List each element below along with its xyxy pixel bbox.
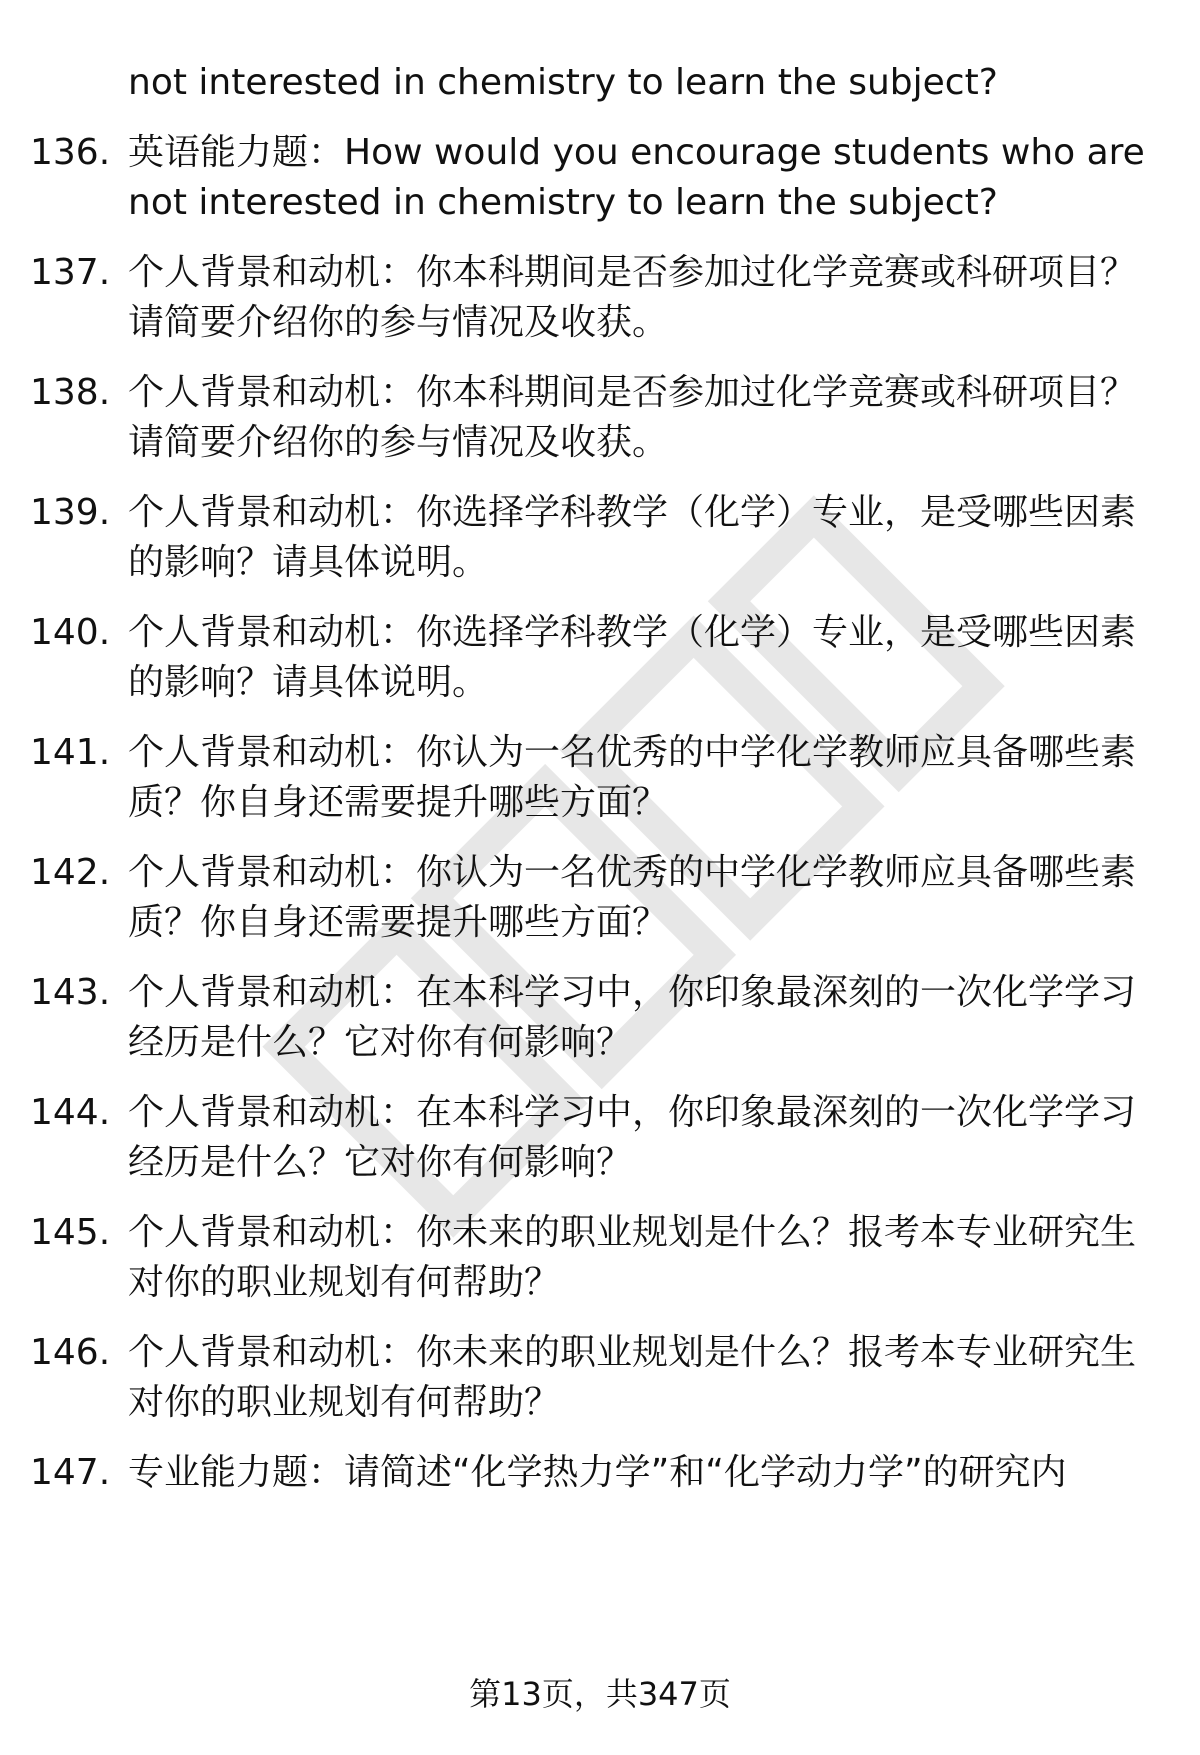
question-line: 个人背景和动机：你未来的职业规划是什么？报考本专业研究生: [128, 1212, 1137, 1253]
question-number: 147.: [30, 1452, 111, 1493]
question-line: 的影响？请具体说明。: [128, 662, 489, 703]
question-text: [128, 248, 1138, 348]
question-text: [128, 1088, 1138, 1188]
question-text: [128, 368, 1138, 468]
question-number: 146.: [30, 1332, 111, 1373]
question-line: 经历是什么？它对你有何影响？: [128, 1022, 633, 1063]
question-line: 请简要介绍你的参与情况及收获。: [128, 302, 669, 343]
question-line: 个人背景和动机：你本科期间是否参加过化学竞赛或科研项目？: [128, 252, 1137, 293]
question-line: 个人背景和动机：在本科学习中，你印象最深刻的一次化学学习: [128, 1092, 1137, 1133]
question-text: [128, 968, 1138, 1068]
question-text: [128, 848, 1138, 948]
question-number: 144.: [30, 1092, 111, 1133]
question-number: 145.: [30, 1212, 111, 1253]
question-line: 个人背景和动机：你选择学科教学（化学）专业，是受哪些因素: [128, 492, 1137, 533]
question-number: 138.: [30, 372, 111, 413]
question-text: [128, 1448, 1138, 1498]
question-text: [128, 608, 1138, 708]
question-line: 经历是什么？它对你有何影响？: [128, 1142, 633, 1183]
question-line: 请简要介绍你的参与情况及收获。: [128, 422, 669, 463]
question-line: 个人背景和动机：你选择学科教学（化学）专业，是受哪些因素: [128, 612, 1137, 653]
question-line: 对你的职业规划有何帮助？: [128, 1262, 561, 1303]
question-text: [128, 728, 1138, 828]
question-number: 140.: [30, 612, 111, 653]
question-line: 个人背景和动机：你认为一名优秀的中学化学教师应具备哪些素: [128, 732, 1137, 773]
question-number: 143.: [30, 972, 111, 1013]
question-text: [128, 128, 1145, 228]
question-line: 的影响？请具体说明。: [128, 542, 489, 583]
question-line: 质？你自身还需要提升哪些方面？: [128, 782, 669, 823]
question-number: 136.: [30, 132, 111, 173]
question-number: 139.: [30, 492, 111, 533]
question-text: [128, 1208, 1138, 1308]
question-line: 个人背景和动机：你认为一名优秀的中学化学教师应具备哪些素: [128, 852, 1137, 893]
question-line: 个人背景和动机：你未来的职业规划是什么？报考本专业研究生: [128, 1332, 1137, 1373]
question-text: [128, 488, 1138, 588]
question-text: [128, 1328, 1138, 1428]
page-footer: 第13页，共347页: [469, 1675, 731, 1713]
question-number: 142.: [30, 852, 111, 893]
question-line: 个人背景和动机：在本科学习中，你印象最深刻的一次化学学习: [128, 972, 1137, 1013]
question-line: 质？你自身还需要提升哪些方面？: [128, 902, 669, 943]
continuation-text: not interested in chemistry to learn the subject?: [128, 62, 998, 103]
question-line: 英语能力题：How would you encourage students who are: [128, 132, 1145, 173]
question-number: 141.: [30, 732, 111, 773]
question-number: 137.: [30, 252, 111, 293]
question-line: 对你的职业规划有何帮助？: [128, 1382, 561, 1423]
question-line: 个人背景和动机：你本科期间是否参加过化学竞赛或科研项目？: [128, 372, 1137, 413]
question-line: not interested in chemistry to learn the subject?: [128, 182, 998, 223]
question-line: 专业能力题：请简述“化学热力学”和“化学动力学”的研究内: [128, 1452, 1067, 1493]
